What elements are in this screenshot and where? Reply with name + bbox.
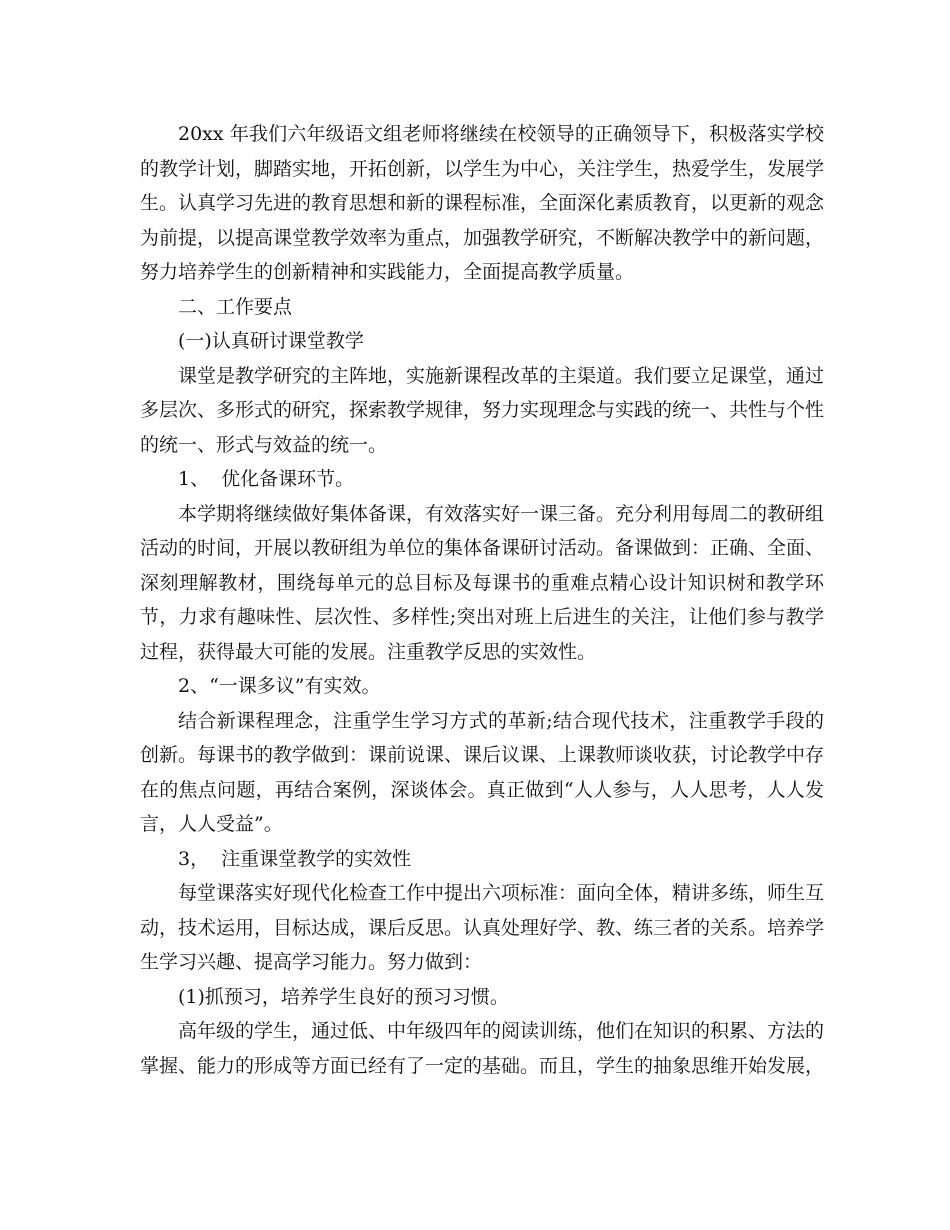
subitem-heading-preview: (1)抓预习，培养学生良好的预习习惯。	[178, 985, 509, 1008]
classroom-paragraph: 课堂是教学研究的主阵地，实施新课程改革的主渠道。我们要立足课堂，通过多层次、多形式的研究，探索教学规律，努力实现理念与实践的统一、共性与个性的统一、形式与效益的统一。	[140, 364, 825, 456]
lesson-discussion-paragraph: 结合新课程理念，注重学生学习方式的革新;结合现代技术，注重教学手段的创新。每课书的教学做到：课前说课、课后议课、上课教师谈收获，讨论教学中存在的焦点问题，再结合案例，深谈体会。真正做到“人人参与，人人思考，人人发言，人人受益”。	[140, 709, 825, 835]
intro-paragraph: 20xx 年我们六年级语文组老师将继续在校领导的正确领导下，积极落实学校的教学计划，脚踏实地，开拓创新，以学生为中心，关注学生，热爱学生，发展学生。认真学习先进的教育思想和新的课程标准，全面深化素质教育，以更新的观念为前提，以提高课堂教学效率为重点，加强教学研究，不断解决教学中的新问题，努力培养学生的创新精神和实践能力，全面提高教学质量。	[140, 123, 825, 283]
item-heading-lesson-discussion: 2、“一课多议”有实效。	[178, 675, 381, 697]
document-body	[140, 117, 824, 1083]
section-heading-work-points: 二、工作要点	[178, 295, 293, 318]
lesson-prep-paragraph: 本学期将继续做好集体备课，有效落实好一课三备。充分利用每周二的教研组活动的时间，开展以教研组为单位的集体备课研讨活动。备课做到：正确、全面、深刻理解教材，围绕每单元的总目标及每课书的重难点精心设计知识树和教学环节，力求有趣味性、层次性、多样性;突出对班上后进生的关注，让他们参与教学过程，获得最大可能的发展。注重教学反思的实效性。	[140, 502, 825, 663]
item-heading-effectiveness: 3， 注重课堂教学的实效性	[178, 847, 412, 870]
subsection-heading-classroom-teaching: (一)认真研讨课堂教学	[178, 330, 364, 352]
effectiveness-paragraph: 每堂课落实好现代化检查工作中提出六项标准：面向全体，精讲多练，师生互动，技术运用，目标达成，课后反思。认真处理好学、教、练三者的关系。培养学生学习兴趣、提高学习能力。努力做到：	[140, 882, 825, 973]
item-heading-lesson-prep: 1、 优化备课环节。	[178, 468, 355, 490]
preview-paragraph: 高年级的学生，通过低、中年级四年的阅读训练，他们在知识的积累、方法的掌握、能力的形成等方面已经有了一定的基础。而且，学生的抽象思维开始发展，	[140, 1020, 825, 1077]
